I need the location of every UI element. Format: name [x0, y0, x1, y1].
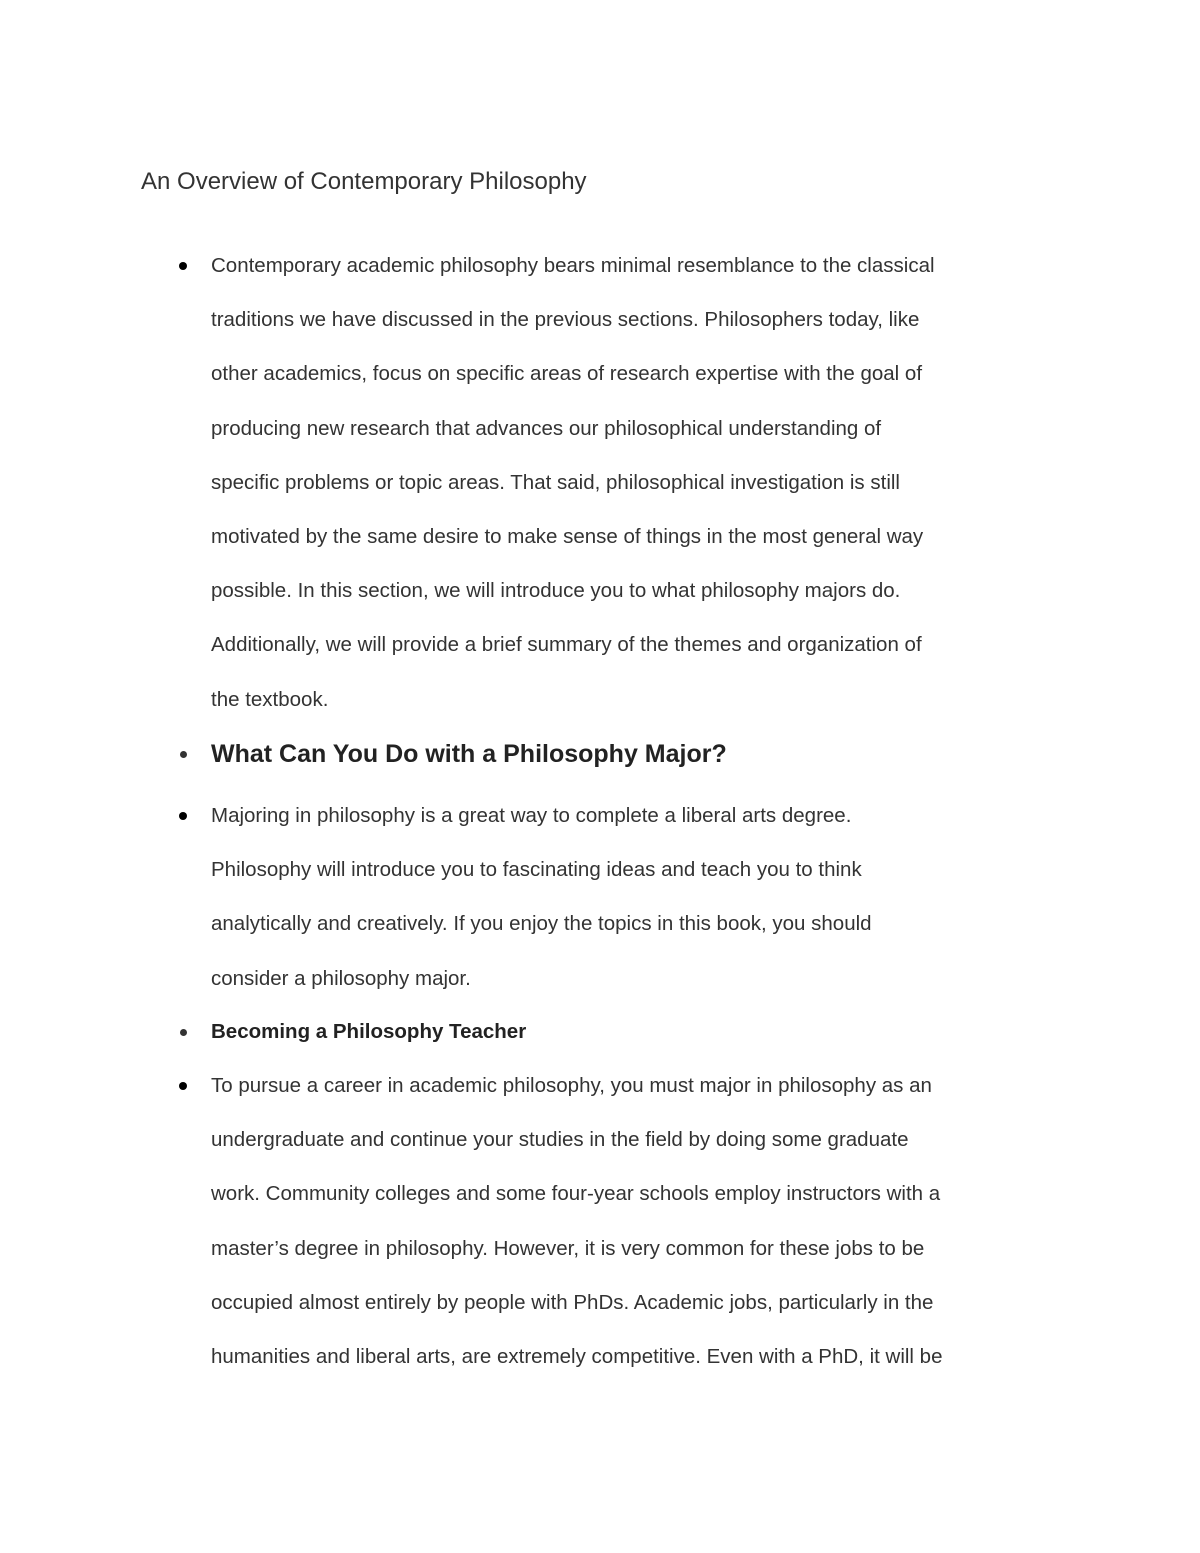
paragraph-line: occupied almost entirely by people with PhDs. Academic jobs, particularly in the [211, 1290, 934, 1314]
document-title: An Overview of Contemporary Philosophy [141, 168, 587, 195]
paragraph-line: Additionally, we will provide a brief summary of the themes and organization of [211, 633, 922, 657]
paragraph-line: possible. In this section, we will introduce you to what philosophy majors do. [211, 579, 901, 603]
paragraph-line: To pursue a career in academic philosophy, you must major in philosophy as an [211, 1074, 932, 1097]
bullet-icon [180, 1029, 187, 1036]
paragraph-line: other academics, focus on specific areas of research expertise with the goal of [211, 362, 923, 386]
bullet-icon [180, 751, 187, 758]
paragraph-line: traditions we have discussed in the previous sections. Philosophers today, like [211, 308, 920, 332]
list-item [211, 789, 1071, 1006]
paragraph-line: humanities and liberal arts, are extremely competitive. Even with a PhD, it will be [211, 1344, 943, 1368]
list-item [211, 1017, 1071, 1047]
list-item [211, 736, 1071, 772]
paragraph-line: motivated by the same desire to make sense of things in the most general way [211, 524, 924, 548]
bullet-icon [179, 812, 187, 820]
subsection-heading: Becoming a Philosophy Teacher [211, 1020, 527, 1043]
paragraph-line: specific problems or topic areas. That said, philosophical investigation is still [211, 470, 900, 494]
paragraph-line: work. Community colleges and some four-year schools employ instructors with a [211, 1182, 941, 1206]
paragraph-line: consider a philosophy major. [211, 966, 471, 990]
paragraph-line: producing new research that advances our philosophical understanding of [211, 416, 882, 440]
bullet-icon [179, 1082, 187, 1090]
paragraph-line: Contemporary academic philosophy bears minimal resemblance to the classical [211, 254, 935, 277]
paragraph-line: Majoring in philosophy is a great way to complete a liberal arts degree. [211, 804, 852, 827]
section-heading: What Can You Do with a Philosophy Major? [211, 740, 727, 768]
paragraph-line: undergraduate and continue your studies in the field by doing some graduate [211, 1128, 909, 1152]
paragraph-line: master’s degree in philosophy. However, it is very common for these jobs to be [211, 1236, 925, 1260]
paragraph-line: the textbook. [211, 687, 329, 711]
list-item [211, 239, 1071, 727]
bullet-icon [179, 262, 187, 270]
list-item [211, 1059, 1071, 1384]
paragraph-line: Philosophy will introduce you to fascinating ideas and teach you to think [211, 858, 862, 882]
paragraph-line: analytically and creatively. If you enjoy the topics in this book, you should [211, 912, 872, 936]
